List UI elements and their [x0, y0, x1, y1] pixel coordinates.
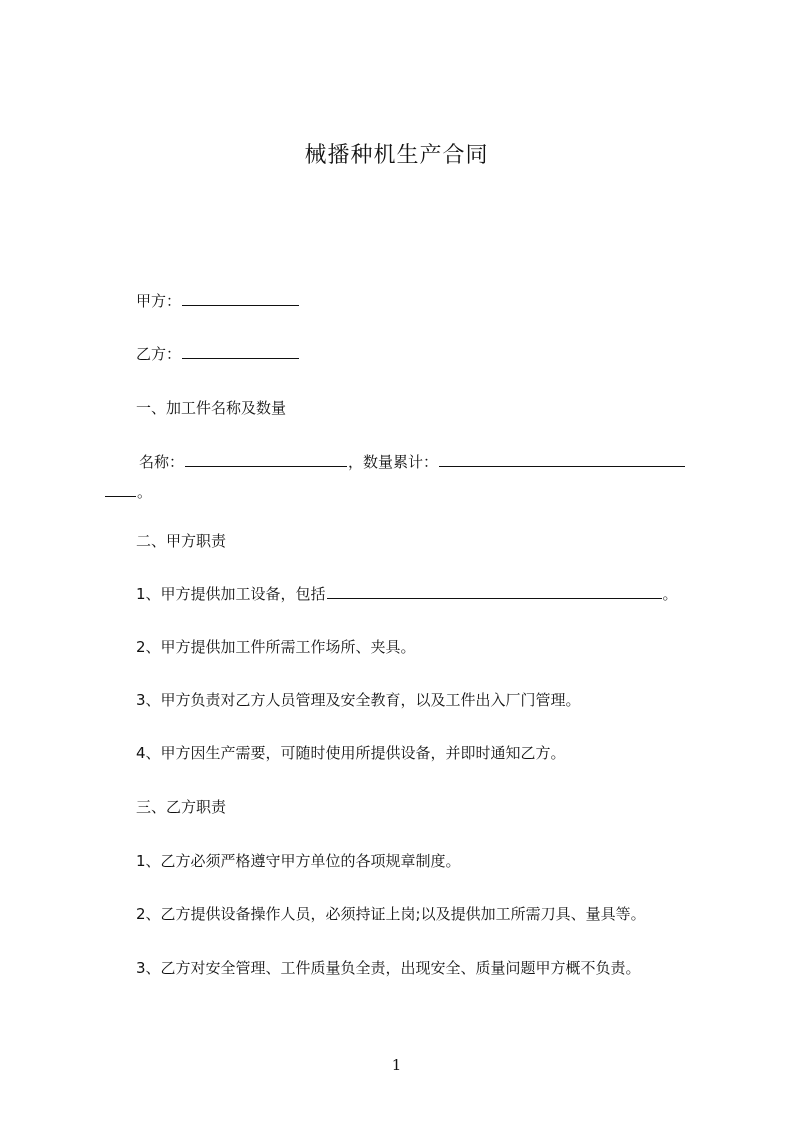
b-clause-3: 3、乙方对安全管理、工件质量负全责，出现安全、质量问题甲方概不负责。	[136, 959, 641, 977]
party-b-blank	[182, 343, 299, 359]
a-clause-1-text: 1、甲方提供加工设备，包括	[136, 585, 326, 603]
section-1-heading: 一、加工件名称及数量	[136, 399, 287, 417]
a-clause-1	[136, 583, 678, 605]
name-label: 名称：	[139, 453, 185, 471]
quantity-end-period: 。	[137, 483, 153, 501]
quantity-label: ，数量累计：	[348, 453, 439, 471]
page-number: 1	[391, 1056, 402, 1074]
a-clause-1-end: 。	[662, 585, 678, 603]
a-clause-3: 3、甲方负责对乙方人员管理及安全教育，以及工件出入厂门管理。	[136, 691, 581, 709]
party-a-line	[136, 290, 300, 312]
section-2-heading: 二、甲方职责	[136, 532, 227, 550]
name-blank	[185, 451, 347, 467]
b-clause-1: 1、乙方必须严格遵守甲方单位的各项规章制度。	[136, 852, 461, 870]
a-clause-4: 4、甲方因生产需要，可随时使用所提供设备，并即时通知乙方。	[136, 744, 566, 762]
quantity-blank-continued	[105, 481, 136, 497]
document-title: 械播种机生产合同	[304, 143, 489, 168]
party-b-label: 乙方：	[136, 345, 182, 363]
name-quantity-line	[139, 451, 686, 473]
equipment-blank	[327, 583, 662, 599]
party-a-label: 甲方：	[136, 292, 182, 310]
party-b-line	[136, 343, 300, 365]
b-clause-2: 2、乙方提供设备操作人员，必须持证上岗;以及提供加工所需刀具、量具等。	[136, 905, 646, 923]
quantity-blank	[439, 451, 685, 467]
quantity-continuation-line	[104, 481, 152, 503]
section-3-heading: 三、乙方职责	[136, 798, 227, 816]
party-a-blank	[182, 290, 299, 306]
a-clause-2: 2、甲方提供加工件所需工作场所、夹具。	[136, 638, 416, 656]
